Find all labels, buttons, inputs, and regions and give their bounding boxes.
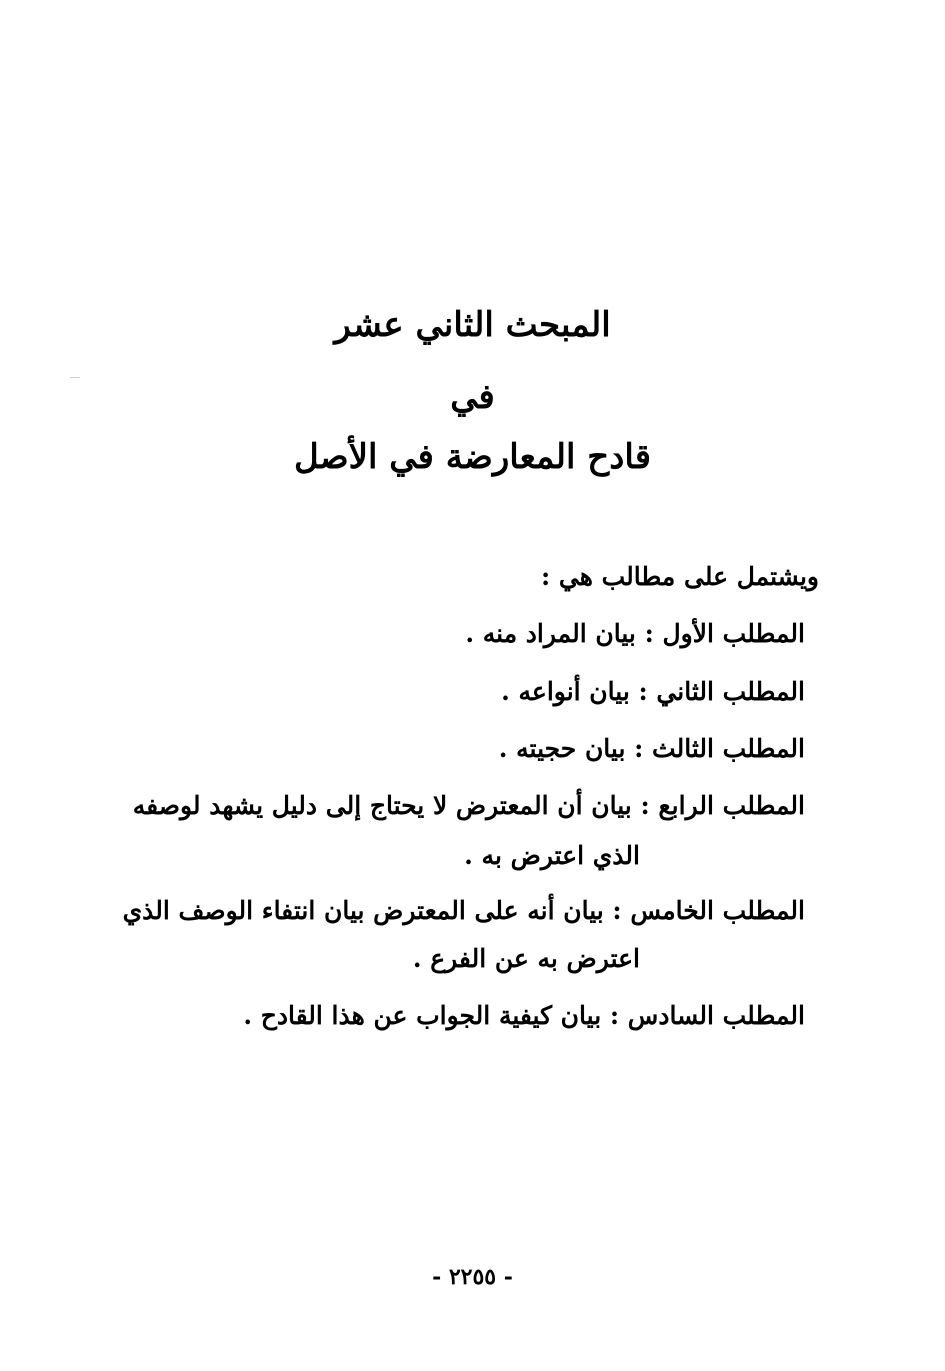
section-title: المبحث الثاني عشر [334, 305, 611, 345]
list-item: المطلب الأول : بيان المراد منه . [465, 619, 805, 648]
page-number: - ٢٢٥٥ - [432, 1264, 513, 1290]
list-item: المطلب السادس : بيان كيفية الجواب عن هذا القادح . [243, 1001, 805, 1030]
list-item: المطلب الرابع : بيان أن المعترض لا يحتاج إلى دليل يشهد لوصفه [132, 791, 805, 820]
section-subject: قادح المعارضة في الأصل [294, 437, 651, 477]
list-item: المطلب الخامس : بيان أنه على المعترض بيان انتفاء الوصف الذي [122, 896, 805, 925]
list-item-continuation: الذي اعترض به . [464, 841, 640, 870]
list-item-continuation: اعترض به عن الفرع . [412, 944, 640, 973]
list-item: المطلب الثالث : بيان حجيته . [498, 734, 805, 763]
section-connector: في [450, 377, 495, 417]
intro-text: ويشتمل على مطالب هي : [540, 562, 819, 591]
scan-mark [70, 377, 80, 378]
list-item: المطلب الثاني : بيان أنواعه . [501, 677, 805, 706]
